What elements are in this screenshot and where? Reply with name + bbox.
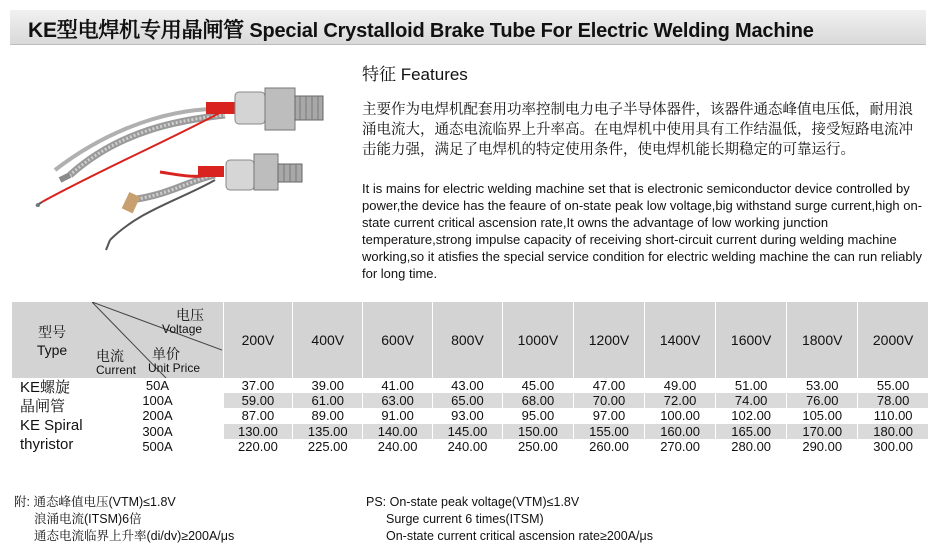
type-header-en: Type	[36, 342, 68, 358]
note-line: 附: 通态峰值电压(VTM)≤1.8V	[14, 495, 176, 509]
price-cell: 45.00	[502, 378, 573, 393]
title-bar	[10, 10, 926, 45]
price-cell: 155.00	[573, 424, 644, 439]
price-cell: 55.00	[858, 378, 928, 393]
price-cell: 135.00	[293, 424, 363, 439]
table-row	[12, 424, 928, 439]
price-cell: 37.00	[223, 378, 293, 393]
note-line: Surge current 6 times(ITSM)	[386, 512, 544, 526]
voltage-header: 1800V	[787, 302, 858, 378]
page-title	[28, 14, 814, 44]
notes-cn	[14, 494, 234, 545]
price-cell: 76.00	[787, 393, 858, 408]
price-cell: 74.00	[716, 393, 787, 408]
diagonal-header	[92, 302, 223, 378]
table-header-row	[12, 302, 928, 378]
model-name-en: KE Spiral	[20, 417, 83, 434]
price-cell: 180.00	[858, 424, 928, 439]
table-row	[12, 439, 928, 454]
price-cell: 280.00	[716, 439, 787, 454]
current-cell: 100A	[92, 393, 223, 408]
price-cell: 160.00	[645, 424, 716, 439]
price-cell: 100.00	[645, 408, 716, 423]
price-cell: 78.00	[858, 393, 928, 408]
voltage-header: 1200V	[573, 302, 644, 378]
current-cell: 300A	[92, 424, 223, 439]
model-name-en: thyristor	[20, 436, 74, 453]
voltage-header: 200V	[223, 302, 293, 378]
note-line: PS: On-state peak voltage(VTM)≤1.8V	[366, 495, 580, 509]
title-cn: KE型电焊机专用晶闸管	[28, 19, 244, 42]
current-cell: 500A	[92, 439, 223, 454]
price-cell: 49.00	[645, 378, 716, 393]
type-header-cn: 型号	[38, 324, 66, 340]
current-label-cn: 电流	[96, 348, 124, 364]
price-cell: 300.00	[858, 439, 928, 454]
voltage-header: 1600V	[716, 302, 787, 378]
price-cell: 220.00	[223, 439, 293, 454]
voltage-header: 600V	[363, 302, 433, 378]
voltage-header: 400V	[293, 302, 363, 378]
note-line: On-state current critical ascension rate≥200A/μs	[386, 529, 653, 543]
price-label-en: Unit Price	[148, 361, 201, 375]
price-cell: 93.00	[433, 408, 503, 423]
note-line: 通态电流临界上升率(di/dv)≥200A/μs	[34, 529, 235, 543]
table-row	[12, 393, 928, 408]
price-cell: 225.00	[293, 439, 363, 454]
price-cell: 47.00	[573, 378, 644, 393]
current-label-en: Current	[96, 363, 137, 377]
price-cell: 240.00	[363, 439, 433, 454]
voltage-header: 1000V	[502, 302, 573, 378]
price-cell: 41.00	[363, 378, 433, 393]
price-table	[12, 302, 928, 454]
price-cell: 91.00	[363, 408, 433, 423]
price-cell: 89.00	[293, 408, 363, 423]
voltage-header: 2000V	[858, 302, 928, 378]
price-cell: 51.00	[716, 378, 787, 393]
price-cell: 95.00	[502, 408, 573, 423]
note-line: 浪涌电流(ITSM)6倍	[34, 512, 142, 526]
price-cell: 59.00	[223, 393, 293, 408]
price-label-cn: 单价	[152, 346, 180, 362]
price-cell: 290.00	[787, 439, 858, 454]
price-cell: 39.00	[293, 378, 363, 393]
features-description-en: It is mains for electric welding machine set that is electronic semiconductor device controlled by power,the device has the feaure of on-state peak low voltage,big withstand surge current,high on-state current critical ascension rate,It owns the advantage of low working junction temperature,strong impulse capacity of receiving short-circuit current during welding machine working,so it atisfies the special service condition for electric welding machine the can run reliably for long time.	[362, 181, 923, 281]
title-en: Special Crystalloid Brake Tube For Electric Welding Machine	[249, 20, 814, 42]
price-cell: 53.00	[787, 378, 858, 393]
features-heading: 特征 Features	[362, 65, 468, 84]
price-cell: 140.00	[363, 424, 433, 439]
notes-en	[366, 494, 653, 545]
voltage-label-en: Voltage	[162, 322, 203, 336]
price-cell: 270.00	[645, 439, 716, 454]
current-cell: 50A	[92, 378, 223, 393]
price-cell: 170.00	[787, 424, 858, 439]
price-cell: 68.00	[502, 393, 573, 408]
price-cell: 97.00	[573, 408, 644, 423]
voltage-header: 1400V	[645, 302, 716, 378]
price-cell: 130.00	[223, 424, 293, 439]
price-cell: 240.00	[433, 439, 503, 454]
price-cell: 72.00	[645, 393, 716, 408]
table-row	[12, 378, 928, 393]
type-header	[12, 302, 92, 378]
current-cell: 200A	[92, 408, 223, 423]
price-cell: 87.00	[223, 408, 293, 423]
price-cell: 110.00	[858, 408, 928, 423]
price-cell: 63.00	[363, 393, 433, 408]
price-cell: 65.00	[433, 393, 503, 408]
price-cell: 145.00	[433, 424, 503, 439]
table-row	[12, 408, 928, 423]
model-name-cn: 晶闸管	[20, 398, 66, 415]
features-description-cn: 主要作为电焊机配套用功率控制电力电子半导体器件，该器件通态峰值电压低，耐用浪涌电流大，通态电流临界上升率高。在电焊机中使用具有工作结温低，接受短路电流冲击能力强，满足了电焊机的特定使用条件，使电焊机能长期稳定的可靠运行。	[362, 102, 913, 158]
thyristor-product-photo	[30, 80, 350, 255]
price-cell: 43.00	[433, 378, 503, 393]
price-cell: 105.00	[787, 408, 858, 423]
price-cell: 150.00	[502, 424, 573, 439]
price-cell: 102.00	[716, 408, 787, 423]
voltage-label-cn: 电压	[176, 307, 204, 323]
price-cell: 61.00	[293, 393, 363, 408]
price-cell: 260.00	[573, 439, 644, 454]
price-cell: 70.00	[573, 393, 644, 408]
model-cell	[12, 378, 92, 454]
price-cell: 165.00	[716, 424, 787, 439]
model-name-cn: KE螺旋	[20, 379, 71, 396]
price-cell: 250.00	[502, 439, 573, 454]
voltage-header: 800V	[433, 302, 503, 378]
